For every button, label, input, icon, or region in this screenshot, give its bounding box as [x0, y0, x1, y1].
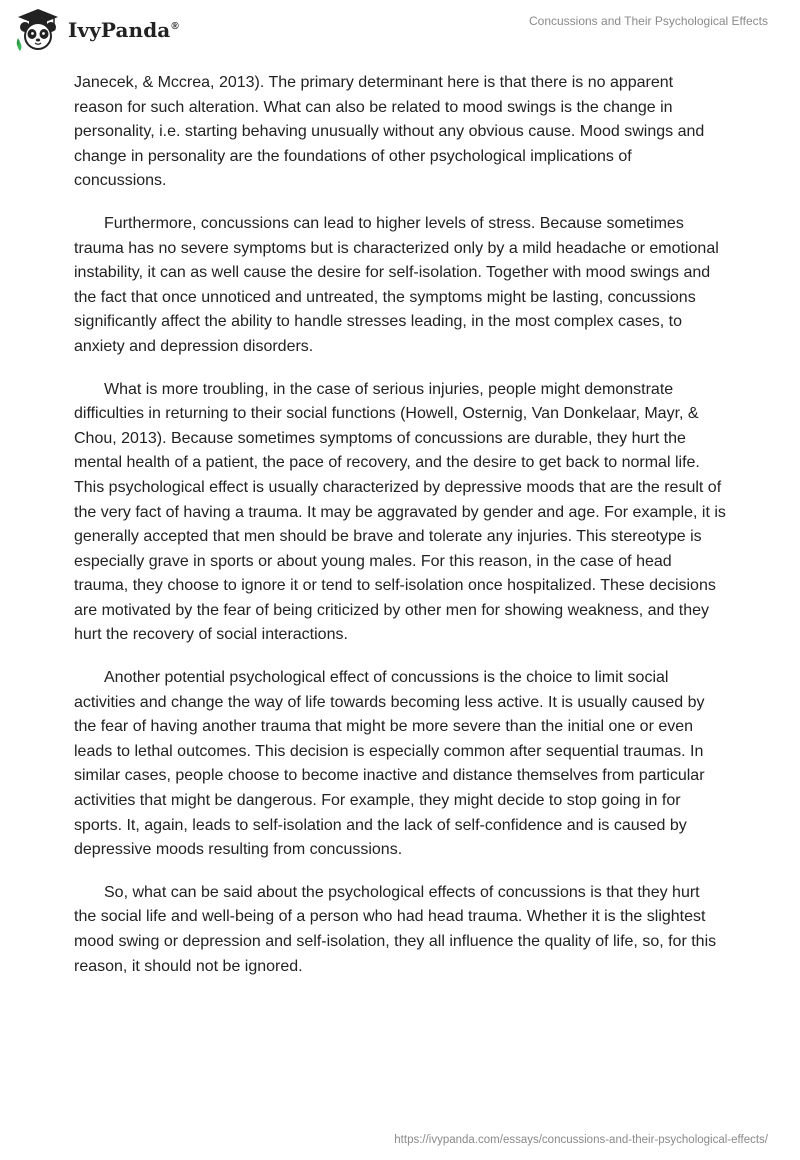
paragraph-4: Another potential psychological effect of concussions is the choice to limit social activities and change the way of life towards becoming less active. It is usually caused by the fear of having another trauma that might be more severe than the initial one or even leads to lethal outcomes. This decision is especially common after sequential traumas. In similar cases, people choose to become inactive and distance themselves from particular activities that might be dangerous. For example, they might decide to stop going in for sports. It, again, leads to self-isolation and the lack of self-confidence and is caused by depressive moods resulting from concussions. [74, 669, 705, 859]
registered-mark: ® [171, 21, 179, 33]
essay-body [74, 71, 726, 997]
panda-graduate-icon [14, 8, 62, 52]
paragraph-3: What is more troubling, in the case of serious injuries, people might demonstrate difficulties in returning to their social functions (Howell, Osternig, Van Donkelaar, Mayr, & Chou, 2013). Because sometimes symptoms of concussions are durable, they hurt the mental health of a patient, the pace of recovery, and the desire to get back to normal life. This psychological effect is usually characterized by depressive moods that are the result of the very fact of having a trauma. It may be aggravated by gender and age. For example, it is generally accepted that men should be brave and tolerate any injuries. This stereotype is especially grave in sports or about young males. For this reason, in the case of head trauma, they choose to ignore it or tend to self-isolation once hospitalized. These decisions are motivated by the fear of being criticized by other men for showing weakness, and they hurt the recovery of social interactions. [74, 380, 726, 644]
brand-name [68, 18, 179, 42]
brand-text: IvyPanda [68, 18, 171, 42]
document-title: Concussions and Their Psychological Effects [528, 14, 768, 28]
footer-url-link[interactable]: https://ivypanda.com/essays/concussions-and-their-psychological-effects/ [394, 1134, 768, 1146]
paragraph-5: So, what can be said about the psychological effects of concussions is that they hurt the social life and well-being of a person who had head trauma. Whether it is the slightest mood swing or depression and self-isolation, they all influence the quality of life, so, for this reason, it should not be ignored. [74, 883, 717, 975]
ivypanda-logo[interactable] [14, 8, 179, 52]
paragraph-2: Furthermore, concussions can lead to higher levels of stress. Because sometimes trauma has no severe symptoms but is characterized only by a mild headache or emotional instability, it can as well cause the desire for self-isolation. Together with mood swings and the fact that once unnoticed and untreated, the symptoms might be lasting, concussions significantly affect the ability to handle stresses leading, in the most complex cases, to anxiety and depression disorders. [74, 214, 719, 355]
page-header [0, 0, 800, 64]
paragraph-1: Janecek, & Mccrea, 2013). The primary determinant here is that there is no apparent reason for such alteration. What can also be related to mood swings is the change in personality, i.e. starting behaving unusually without any obvious cause. Mood swings and change in personality are the foundations of other psychological implications of concussions. [74, 74, 705, 190]
